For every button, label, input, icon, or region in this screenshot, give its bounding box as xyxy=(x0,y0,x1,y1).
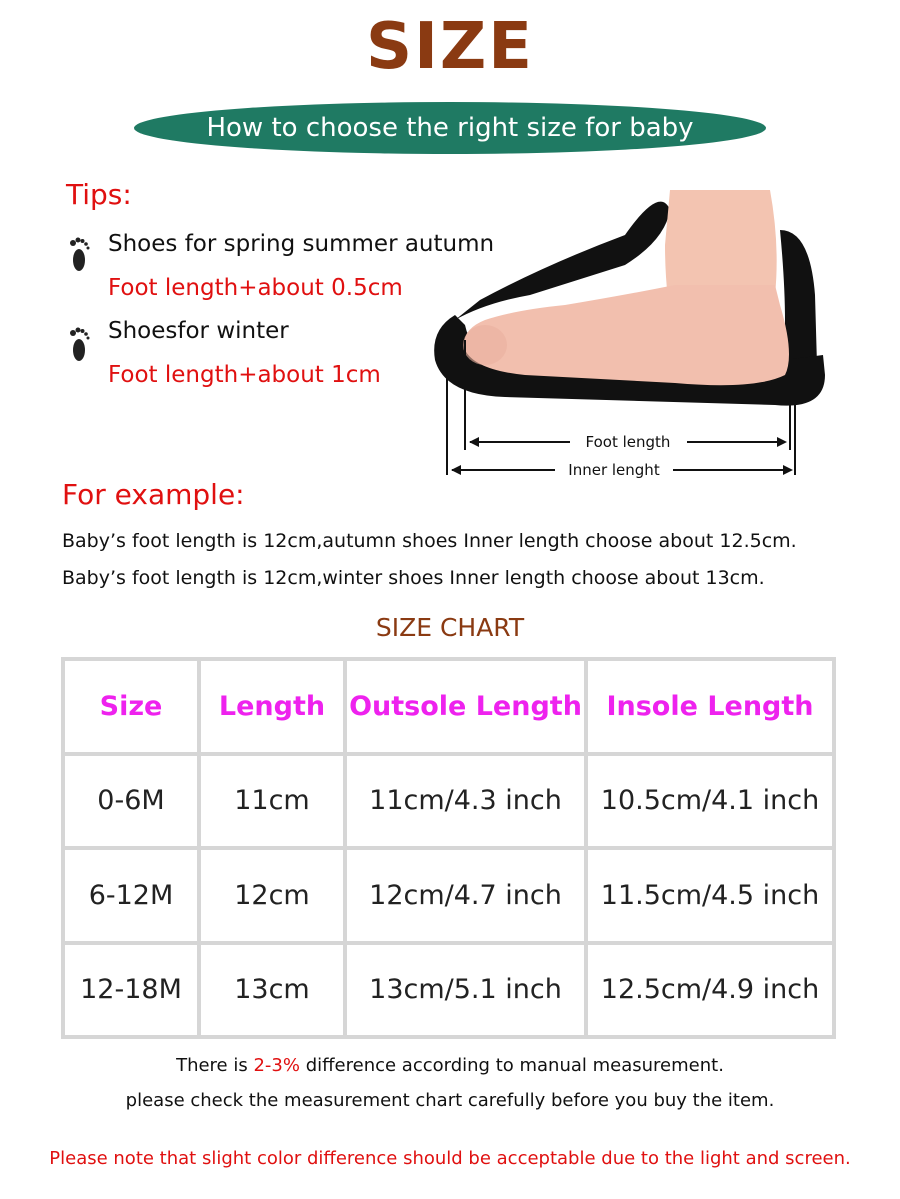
footprint-icon xyxy=(67,326,91,364)
subtitle-banner xyxy=(134,102,766,154)
note-line-1 xyxy=(0,1055,900,1076)
page-title: SIZE xyxy=(365,10,535,84)
table-cell: 13cm xyxy=(201,945,343,1036)
tip-1-detail: Foot length+about 0.5cm xyxy=(108,275,403,301)
note-line-1-prefix: There is xyxy=(176,1055,254,1076)
note-line-1-suffix: difference according to manual measurement. xyxy=(299,1055,724,1076)
example-line-1: Baby’s foot length is 12cm,autumn shoes Inner length choose about 12.5cm. xyxy=(62,530,797,552)
table-cell: 12-18M xyxy=(65,945,197,1036)
table-cell: 11cm xyxy=(201,756,343,847)
size-chart-table xyxy=(61,657,836,1039)
tip-2-detail: Foot length+about 1cm xyxy=(108,362,381,388)
tip-2-label: Shoesfor winter xyxy=(108,318,289,344)
column-header-insole: Insole Length xyxy=(588,661,832,752)
table-cell: 13cm/5.1 inch xyxy=(347,945,584,1036)
size-chart-title: SIZE CHART xyxy=(375,613,525,642)
table-row xyxy=(65,850,832,941)
foot-measurement-diagram xyxy=(425,185,825,490)
example-heading: For example: xyxy=(62,478,245,511)
table-row xyxy=(65,756,832,847)
color-difference-note: Please note that slight color difference should be acceptable due to the light and screen. xyxy=(49,1148,851,1169)
column-header-length: Length xyxy=(201,661,343,752)
difference-percent: 2-3% xyxy=(253,1055,300,1076)
table-cell: 12cm/4.7 inch xyxy=(347,850,584,941)
tip-1-label: Shoes for spring summer autumn xyxy=(108,231,495,257)
table-cell: 12.5cm/4.9 inch xyxy=(588,945,832,1036)
table-cell: 12cm xyxy=(201,850,343,941)
inner-length-label: Inner lenght xyxy=(568,461,660,479)
table-cell: 0-6M xyxy=(65,756,197,847)
table-cell: 6-12M xyxy=(65,850,197,941)
table-cell: 11.5cm/4.5 inch xyxy=(588,850,832,941)
table-cell: 11cm/4.3 inch xyxy=(347,756,584,847)
subtitle-text: How to choose the right size for baby xyxy=(206,113,694,143)
example-line-2: Baby’s foot length is 12cm,winter shoes Inner length choose about 13cm. xyxy=(62,567,765,589)
table-header-row xyxy=(65,661,832,752)
table-cell: 10.5cm/4.1 inch xyxy=(588,756,832,847)
column-header-size: Size xyxy=(65,661,197,752)
column-header-outsole: Outsole Length xyxy=(347,661,584,752)
footprint-icon xyxy=(67,236,91,274)
foot-length-label: Foot length xyxy=(585,433,671,451)
note-line-2: please check the measurement chart carefully before you buy the item. xyxy=(125,1090,775,1111)
table-row xyxy=(65,945,832,1036)
tips-heading: Tips: xyxy=(66,178,132,211)
